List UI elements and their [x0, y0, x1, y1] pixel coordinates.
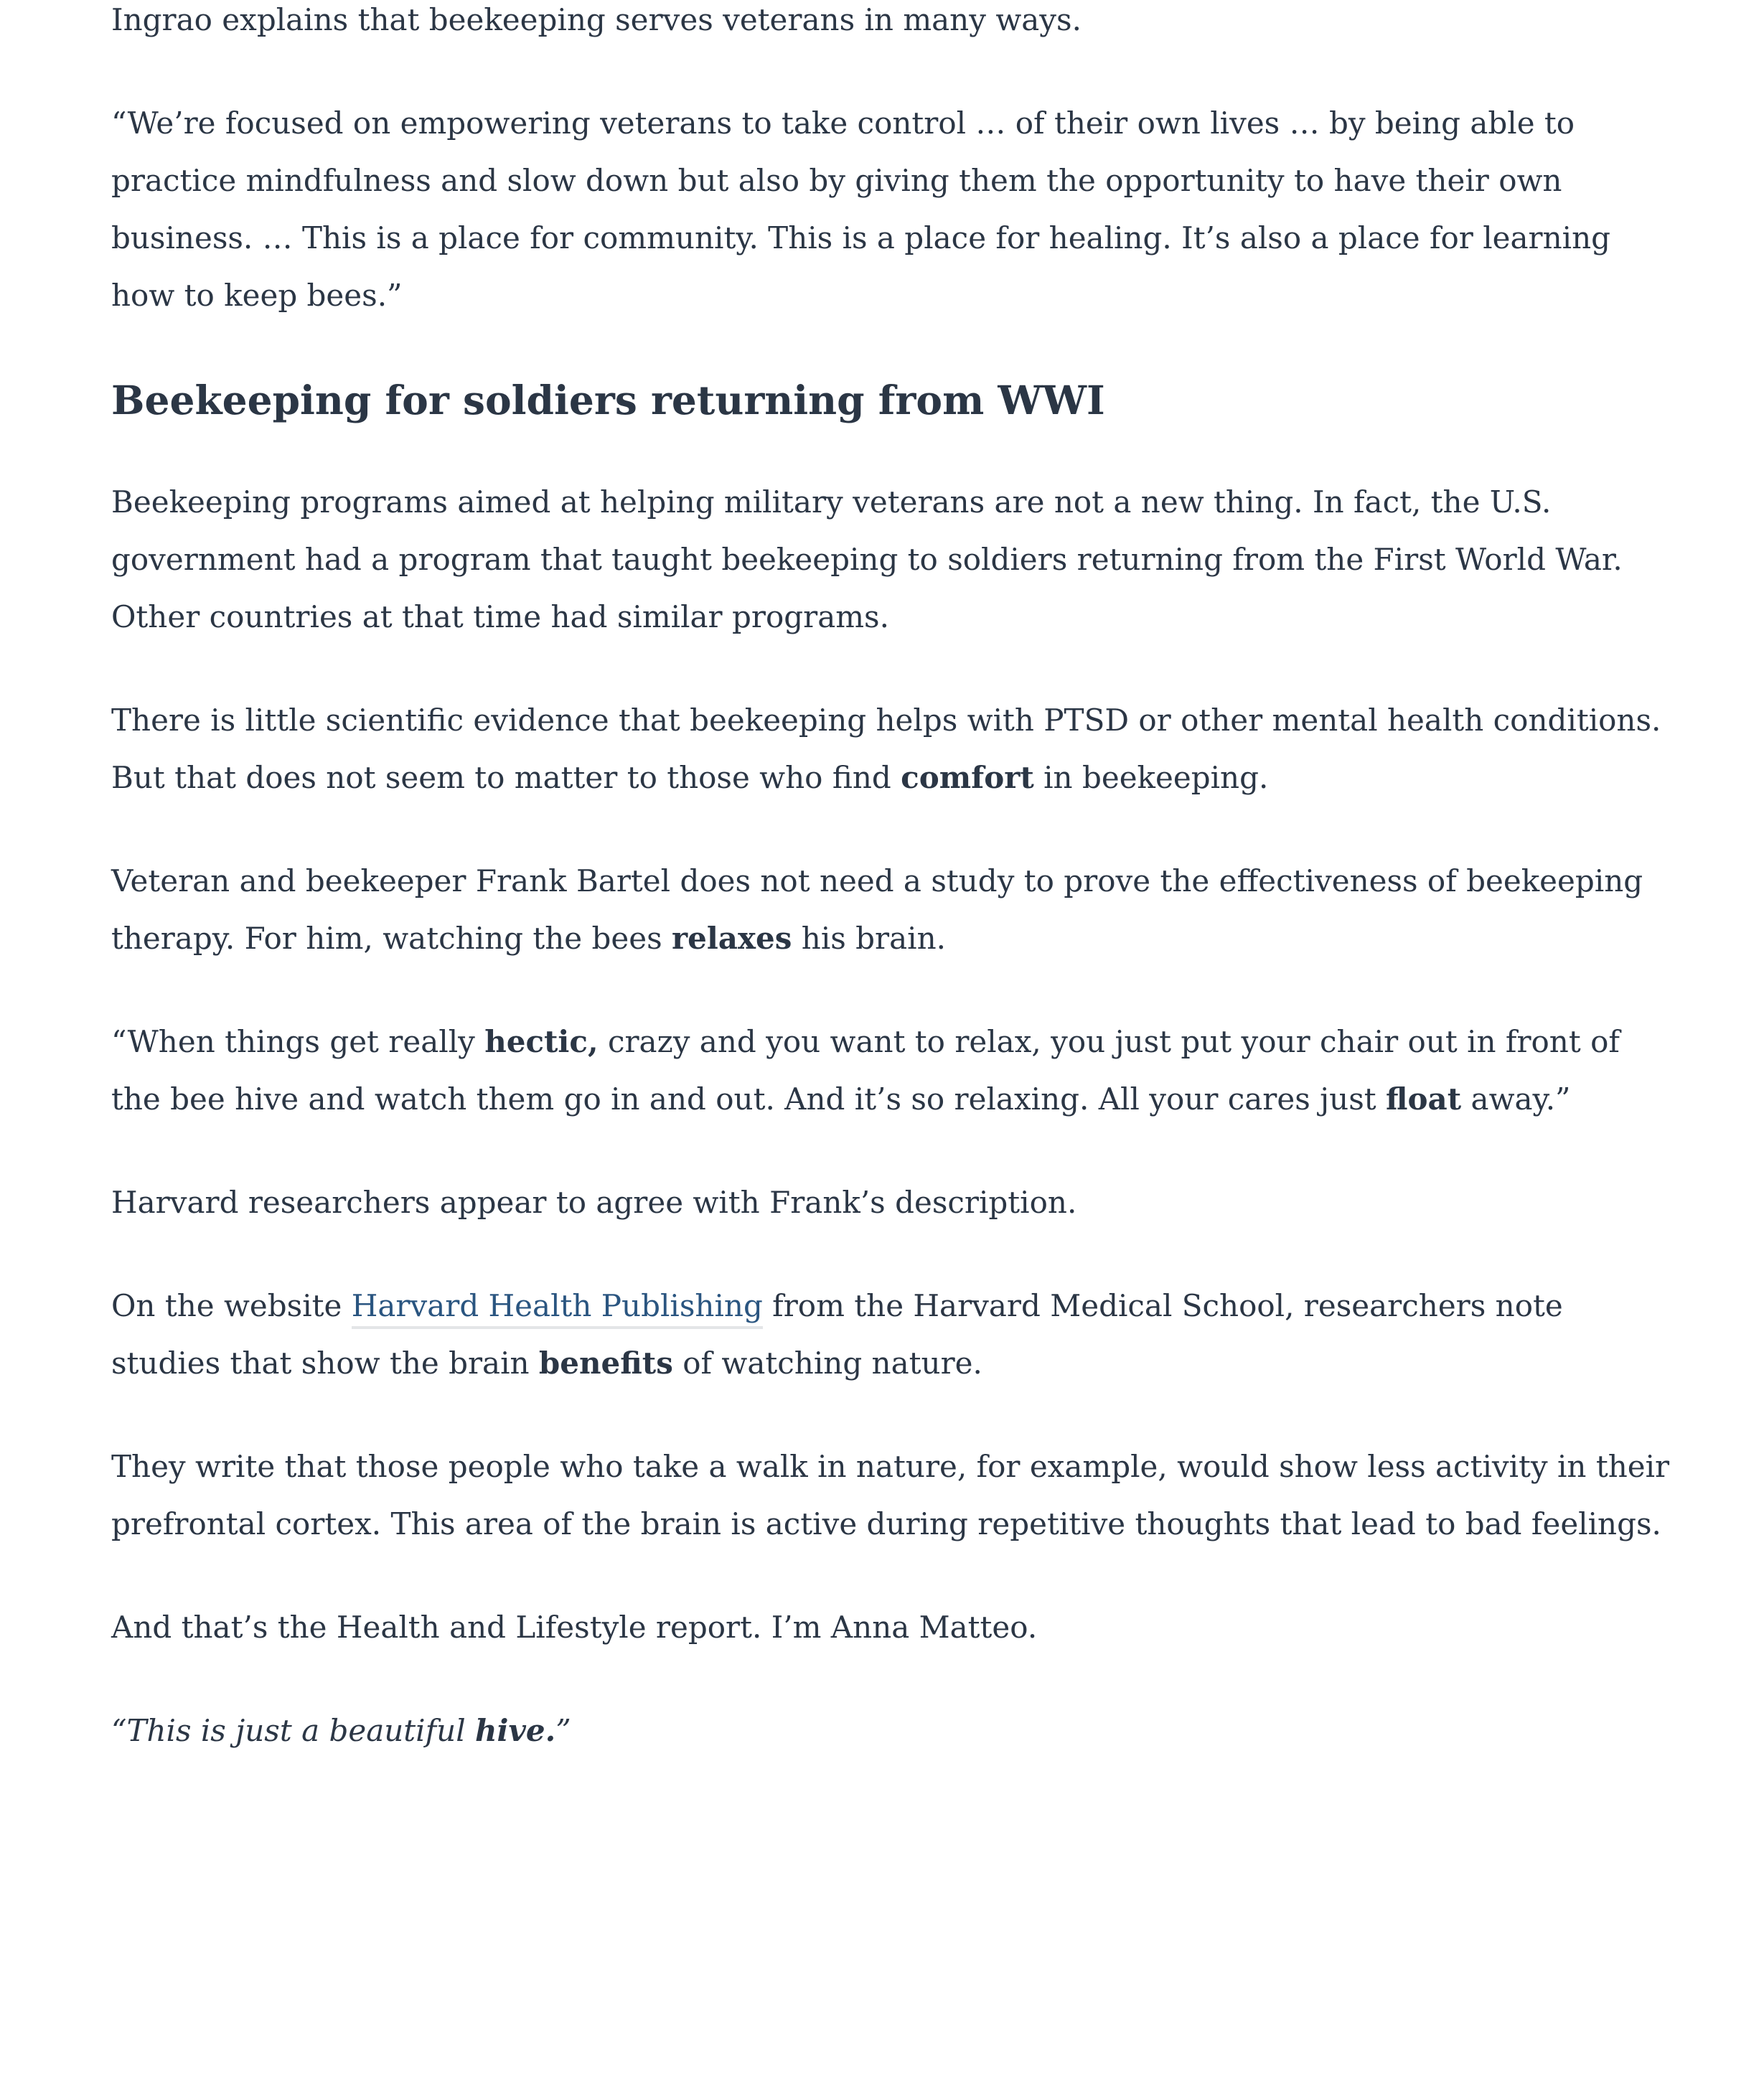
vocabulary-term: relaxes — [672, 921, 792, 956]
article-paragraph — [111, 0, 1672, 49]
article-paragraph — [111, 1013, 1672, 1128]
vocabulary-term: hectic, — [484, 1024, 599, 1059]
text-run: There is little scientific evidence that beekeeping helps with PTSD or other mental health conditions. But that does not seem to matter to those who find — [111, 703, 1661, 795]
text-run: “We’re focused on empowering veterans to take control … of their own lives … by being able to practice mindfulness and slow down but also by giving them the opportunity to have their own business. … This is a place for community. This is a place for healing. It’s also a place for learning how to keep bees.” — [111, 105, 1611, 313]
section-heading — [111, 370, 1672, 431]
text-run: in beekeeping. — [1033, 760, 1269, 795]
article-paragraph — [111, 1438, 1672, 1553]
text-run: They write that those people who take a walk in nature, for example, would show less activity in their prefrontal cortex. This area of the brain is active during repetitive thoughts that lead to bad feelings. — [111, 1449, 1670, 1541]
text-run: Beekeeping programs aimed at helping military veterans are not a new thing. In fact, the U.S. government had a program that taught beekeeping to soldiers returning from the First World War. Other countries at that time had similar programs. — [111, 484, 1623, 634]
vocabulary-term: float — [1386, 1081, 1462, 1117]
text-run: Veteran and beekeeper Frank Bartel does not need a study to prove the effectiveness of beekeeping therapy. For him, watching the bees — [111, 863, 1643, 956]
text-run: ” — [555, 1713, 571, 1748]
article-paragraph — [111, 95, 1672, 324]
text-run: And that’s the Health and Lifestyle report. I’m Anna Matteo. — [111, 1610, 1038, 1645]
vocabulary-term: comfort — [901, 760, 1034, 795]
text-run: “When things get really — [111, 1024, 485, 1059]
text-run: “This is just a beautiful — [111, 1713, 475, 1748]
text-run: Beekeeping for soldiers returning from WWI — [111, 377, 1105, 423]
article-body — [111, 0, 1672, 1760]
text-run: his brain. — [792, 921, 947, 956]
vocabulary-term: hive. — [474, 1713, 556, 1748]
text-run: away.” — [1461, 1081, 1571, 1117]
article-paragraph — [111, 474, 1672, 646]
article-paragraph — [111, 1599, 1672, 1656]
text-run: On the website — [111, 1288, 352, 1323]
text-run: from the Harvard Medical School, researchers note studies that show the brain — [111, 1288, 1563, 1381]
vocabulary-term: benefits — [538, 1346, 673, 1381]
text-run: of watching nature. — [672, 1346, 982, 1381]
text-run: Harvard researchers appear to agree with Frank’s description. — [111, 1185, 1077, 1220]
article-paragraph — [111, 853, 1672, 967]
text-run: Ingrao explains that beekeeping serves veterans in many ways. — [111, 2, 1082, 37]
harvard-health-publishing-link[interactable]: Harvard Health Publishing — [352, 1288, 763, 1329]
article-paragraph — [111, 692, 1672, 807]
article-paragraph — [111, 1174, 1672, 1231]
article-paragraph — [111, 1702, 1672, 1760]
text-run: crazy and you want to relax, you just put your chair out in front of the bee hive and watch them go in and out. And it’s so relaxing. All your cares just — [111, 1024, 1620, 1117]
article-paragraph — [111, 1277, 1672, 1392]
